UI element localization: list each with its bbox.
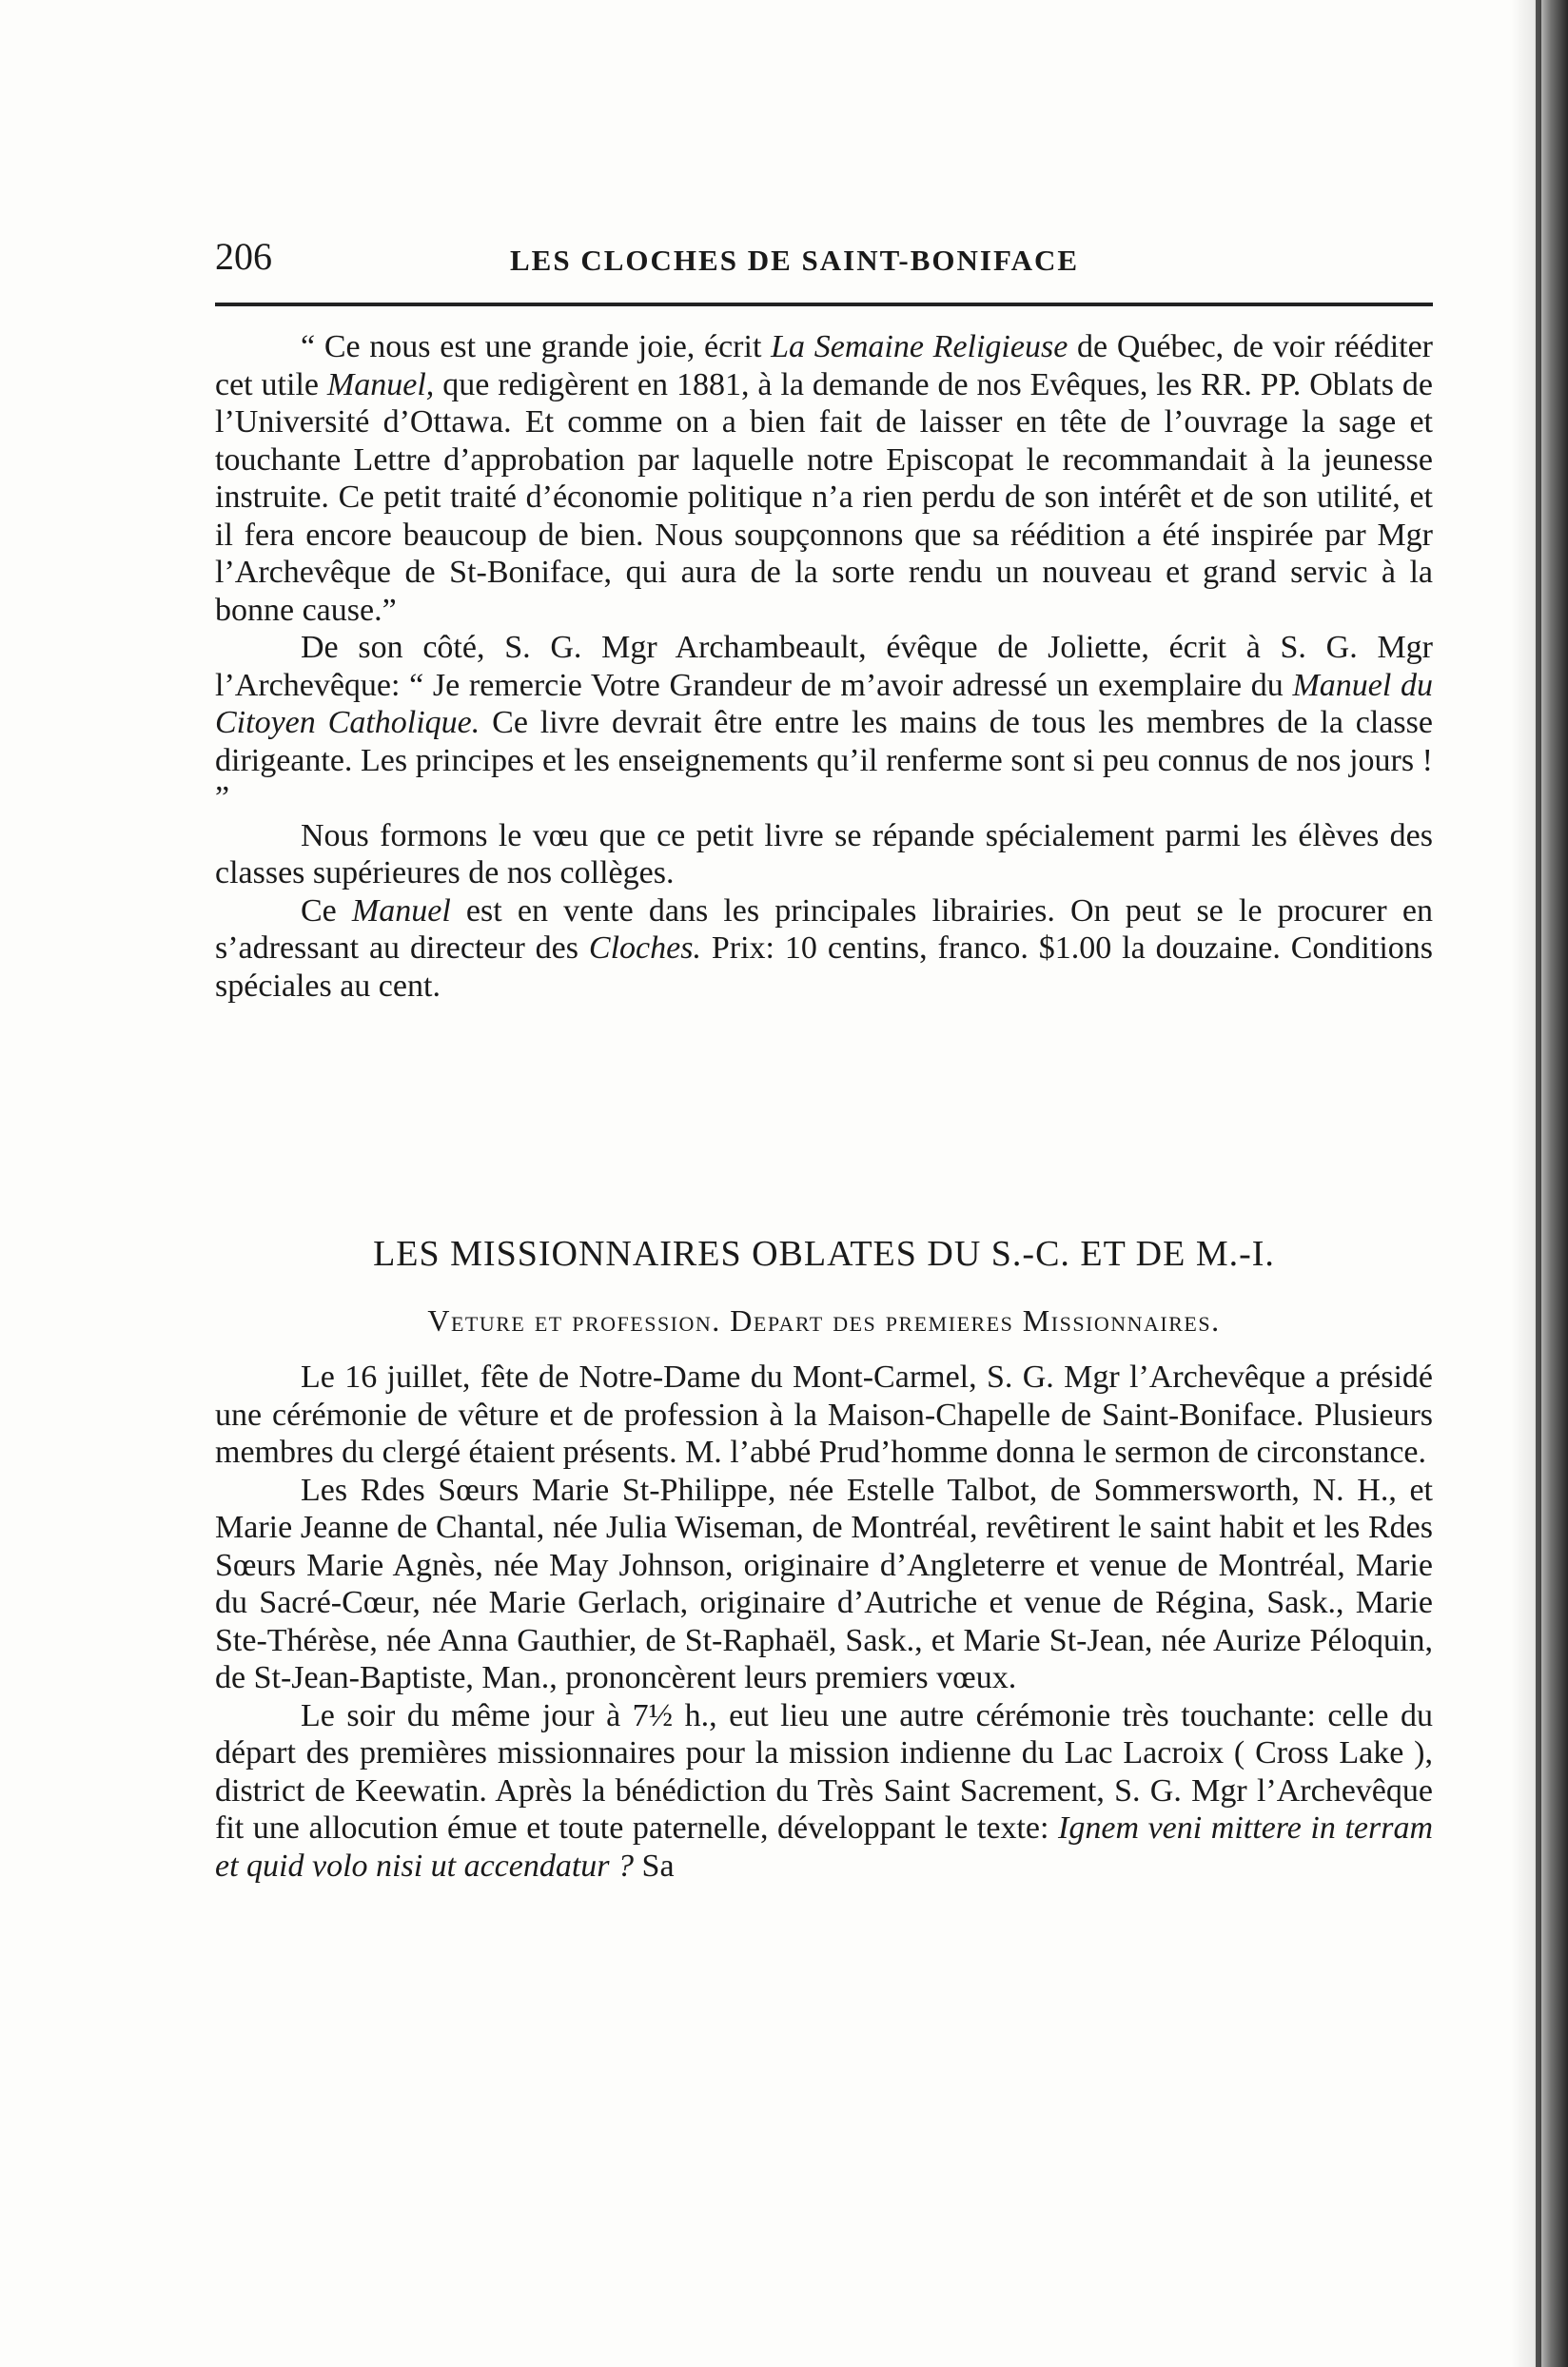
paragraph-depart: [215, 1697, 1433, 1886]
italic-quote: Ignem veni mittere in terram et quid volo nisi ut accendatur ?: [215, 1810, 1434, 1884]
running-head: LES CLOCHES DE SAINT-BONIFACE: [510, 244, 1080, 277]
page-header: [215, 233, 1433, 281]
article-block-manuel: [215, 328, 1433, 1005]
page-binding-edge: [1536, 0, 1541, 2367]
paragraph-voeu: Nous formons le vœu que ce petit livre se répande spécialement parmi les élèves des classes supérieures de nos collèges.: [215, 817, 1433, 890]
text-run: que redigèrent en 1881, à la demande de nos Evêques, les RR. PP. Oblats de l’Université d’Ottawa. Et comme on a bien fait de laisser en tête de l’ouvrage la sage et touchante Lettre d’approbation par laquelle notre Episcopat le recommandait à la jeunesse instruite. Ce petit traité d’économie politique n’a rien perdu de son intérêt et de son utilité, et il fera encore beaucoup de bien. Nous soupçonnons que sa réédition a été inspirée par Mgr l’Archevêque de St-Boniface, qui aura de la sorte rendu un nouveau et grand servic à la bonne cause.”: [215, 366, 1433, 628]
text-run: “ Ce nous est une grande joie, écrit: [301, 329, 772, 364]
italic-title: Manuel,: [326, 366, 435, 402]
italic-title: La Semaine Religieuse: [771, 329, 1068, 364]
italic-title: Manuel: [351, 892, 451, 929]
section-title: LES MISSIONNAIRES OBLATES DU S.-C. ET DE M.-I.: [373, 1234, 1275, 1274]
text-run: Prix: 10 centins, franco. $1.00 la douzaine. Conditions spéciales au cent.: [215, 930, 1433, 1004]
section-subtitle: Veture et profession. Depart des premieres Missionnaires.: [427, 1303, 1221, 1338]
text-run: Ce: [301, 892, 352, 929]
header-rule: [215, 303, 1433, 306]
italic-title: Cloches.: [588, 930, 701, 966]
paragraph-archambeault: [215, 629, 1433, 817]
page-number: 206: [215, 235, 272, 278]
text-run: est en vente dans les principales librairies. On peut se le procurer en s’adressant au directeur des: [215, 892, 1433, 966]
text-run: De son côté, S. G. Mgr Archambeault, évêque de Joliette, écrit à S. G. Mgr l’Archevêque: “ Je remercie Votre Grandeur de m’avoir adressé un exemplaire du: [215, 630, 1433, 703]
italic-title: Manuel du Citoyen Catholique.: [215, 667, 1434, 740]
text-run: Sa: [634, 1848, 675, 1884]
paragraph-soeurs: Les Rdes Sœurs Marie St-Philippe, née Estelle Talbot, de Sommersworth, N. H., et Marie Jeanne de Chantal, née Julia Wiseman, de Montréal, revêtirent le saint habit et les Rdes Sœurs Marie Agnès, née May Johnson, originaire d’Angleterre et venue de Montréal, Marie du Sacré-Cœur, née Marie Gerlach, originaire d’Autriche et venue de Régina, Sask., Marie Ste-Thérèse, née Anna Gauthier, de St-Raphaël, Sask., et Marie St-Jean, née Aurize Péloquin, de St-Jean-Baptiste, Man., prononcèrent leurs premiers vœux.: [215, 1472, 1433, 1695]
paragraph-vente: [215, 892, 1433, 1006]
text-run: Le soir du même jour à 7½ h., eut lieu une autre cérémonie très touchante: celle du départ des premières missionnaires pour la mission indienne du Lac Lacroix ( Cross Lake ), district de Keewatin. Après la bénédiction du Très Saint Sacrement, S. G. Mgr l’Archevêque fit une allocution émue et toute paternelle, développant le texte:: [215, 1697, 1433, 1846]
article-block-missionnaires: [215, 1359, 1433, 1885]
paragraph-semaine-religieuse: [215, 328, 1433, 629]
text-run: Ce livre devrait être entre les mains de tous les membres de la classe dirigeante. Les principes et les enseignements qu’il renferme sont si peu connus de nos jours ! ”: [215, 705, 1433, 815]
text-run: de Québec, de voir rééditer cet utile: [215, 329, 1434, 402]
paragraph-vetures: Le 16 juillet, fête de Notre-Dame du Mont-Carmel, S. G. Mgr l’Archevêque a présidé une cérémonie de vêture et de profession à la Maison-Chapelle de Saint-Boniface. Plusieurs membres du clergé étaient présents. M. l’abbé Prud’homme donna le sermon de circonstance.: [215, 1360, 1433, 1470]
